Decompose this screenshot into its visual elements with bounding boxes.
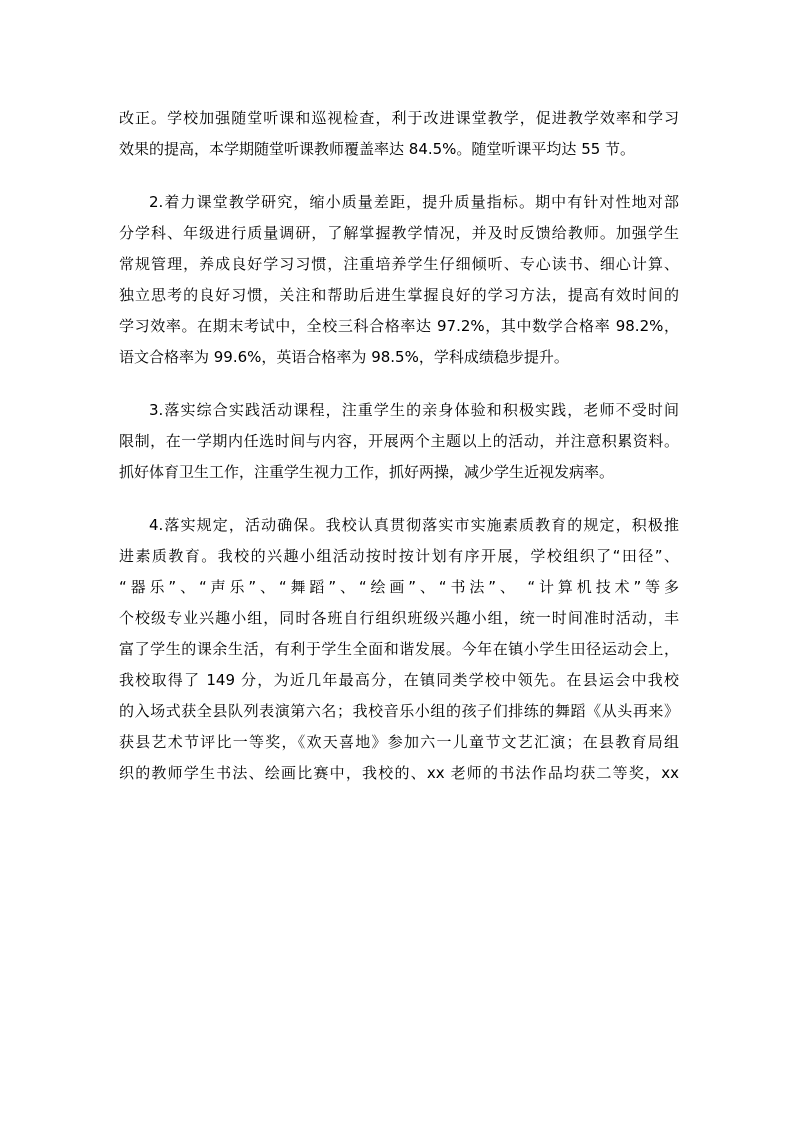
text-line: 效果的提高，本学期随堂听课教师覆盖率达 84.5%。随堂听课平均达 55 节。 xyxy=(119,140,636,158)
text-line: 我校取得了 149 分，为近几年最高分，在镇同类学校中领先。在县运会中我校 xyxy=(119,671,679,689)
text-line: 抓好体育卫生工作，注重学生视力工作，抓好两操，减少学生近视发病率。 xyxy=(119,463,615,481)
paragraph-2 xyxy=(119,187,679,373)
text-line: 的入场式获全县队列表演第六名；我校音乐小组的孩子们排练的舞蹈《从头再来》 xyxy=(119,702,679,720)
text-line: 4.落实规定，活动确保。我校认真贯彻落实市实施素质教育的规定，积极推 xyxy=(149,516,679,534)
text-line: 2.着力课堂教学研究，缩小质量差距，提升质量指标。期中有针对性地对部 xyxy=(149,193,679,211)
text-line: 常规管理，养成良好学习习惯，注重培养学生仔细倾听、专心读书、细心计算、 xyxy=(119,255,679,273)
text-line: “器乐”、“声乐”、“舞蹈”、“绘画”、“书法”、 “计算机技术”等多 xyxy=(119,578,679,596)
text-line: 独立思考的良好习惯，关注和帮助后进生掌握良好的学习方法，提高有效时间的 xyxy=(119,286,679,304)
document-body xyxy=(119,103,679,811)
paragraph-4 xyxy=(119,510,679,789)
text-line: 改正。学校加强随堂听课和巡视检查，利于改进课堂教学，促进教学效率和学习 xyxy=(119,109,679,127)
paragraph-3 xyxy=(119,395,679,488)
text-line: 进素质教育。我校的兴趣小组活动按时按计划有序开展，学校组织了“田径”、 xyxy=(119,547,679,565)
text-line: 语文合格率为 99.6%，英语合格率为 98.5%，学科成绩稳步提升。 xyxy=(119,348,569,366)
paragraph-1 xyxy=(119,103,679,165)
text-line: 限制，在一学期内任选时间与内容，开展两个主题以上的活动，并注意积累资料。 xyxy=(119,432,679,450)
text-line: 富了学生的课余生活，有利于学生全面和谐发展。今年在镇小学生田径运动会上， xyxy=(119,640,679,658)
text-line: 学习效率。在期末考试中，全校三科合格率达 97.2%，其中数学合格率 98.2%， xyxy=(119,317,679,335)
text-line: 织的教师学生书法、绘画比赛中，我校的、xx 老师的书法作品均获二等奖，xx xyxy=(119,764,679,782)
text-line: 获县艺术节评比一等奖，《欢天喜地》参加六一儿童节文艺汇演；在县教育局组 xyxy=(119,733,679,751)
text-line: 3.落实综合实践活动课程，注重学生的亲身体验和积极实践，老师不受时间 xyxy=(149,401,679,419)
text-line: 分学科、年级进行质量调研，了解掌握教学情况，并及时反馈给教师。加强学生 xyxy=(119,224,679,242)
text-line: 个校级专业兴趣小组，同时各班自行组织班级兴趣小组，统一时间准时活动，丰 xyxy=(119,609,679,627)
